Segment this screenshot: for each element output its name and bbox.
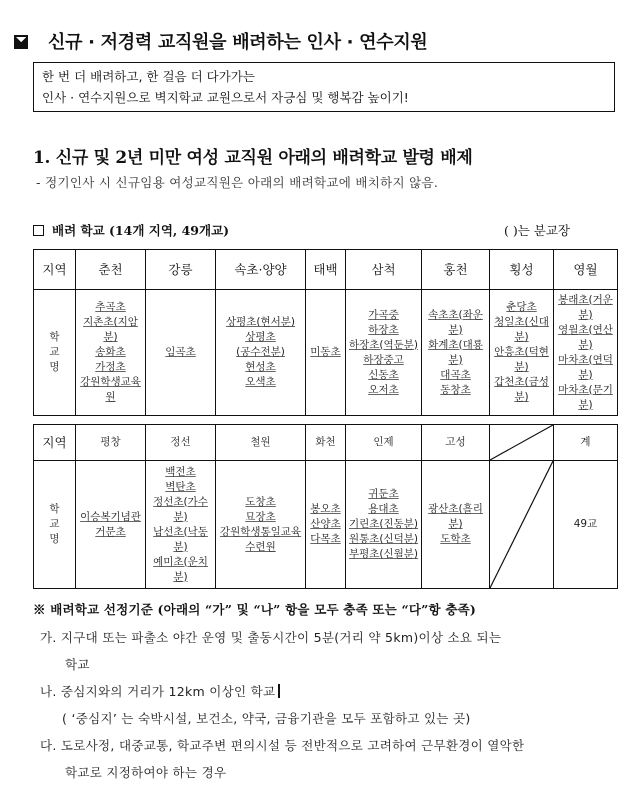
- region-label: 지역: [34, 425, 76, 461]
- school-name: 춘당초: [506, 301, 537, 313]
- table-title: 배려 학교 (14개 지역, 49개교): [33, 221, 229, 239]
- criteria-na: 나. 중심지와의 거리가 12km 이상인 학교: [40, 682, 280, 700]
- criteria-da: 다. 도로사정, 대중교통, 학교주변 편의시설 등 전반적으로 고려하여 근무환경이 열악한: [40, 738, 525, 753]
- schools-row-bottom: [34, 461, 618, 589]
- school-name: 봉오초: [310, 503, 341, 515]
- region-name: 인제: [346, 425, 422, 461]
- school-name: 오색초: [245, 376, 276, 388]
- school-list: [422, 290, 490, 416]
- school-name: 거문초: [95, 525, 126, 538]
- region-name: 홍천: [422, 250, 490, 290]
- schools-row-top: [34, 290, 618, 416]
- school-name: 정선초(가수분): [153, 495, 208, 523]
- region-name: 강릉: [146, 250, 216, 290]
- school-name: 상평초: [245, 331, 276, 343]
- school-name: 신동초: [368, 368, 399, 381]
- school-name: 안흥초(덕현분): [494, 346, 549, 373]
- school-name: 지촌초(지암분): [83, 316, 138, 343]
- region-label: 지역: [34, 250, 76, 290]
- empty-cell: [490, 425, 554, 461]
- empty-cell: [490, 461, 554, 589]
- total-label: 계: [554, 425, 618, 461]
- square-bullet-icon: [14, 35, 28, 49]
- school-name: 현성초: [245, 361, 276, 373]
- checkbox-icon: [33, 225, 44, 236]
- header-row-top: [34, 250, 618, 290]
- criteria-da-cont: 학교로 지정하여야 하는 경우: [65, 765, 227, 780]
- school-name: 대곡초: [440, 368, 471, 381]
- school-name: 남선초(낙동분): [153, 525, 208, 553]
- school-list: [76, 461, 146, 589]
- section-heading: 1. 신규 및 2년 미만 여성 교직원 아래의 배려학교 발령 배제: [33, 148, 473, 168]
- school-name: 청일초(신대분): [494, 316, 549, 343]
- school-name: 봉래초(거운분): [558, 293, 613, 321]
- region-name: 횡성: [490, 250, 554, 290]
- intro-line-1: 한 번 더 배려하고, 한 걸음 더 다가가는: [42, 69, 255, 84]
- school-name: 임곡초: [165, 346, 196, 358]
- branch-note: ( )는 분교장: [504, 223, 571, 238]
- text-cursor: [278, 684, 280, 698]
- school-name: 송화초: [95, 346, 126, 358]
- school-list: [490, 290, 554, 416]
- criteria-ga: 가. 지구대 또는 파출소 야간 운영 및 출동시간이 5분(거리 약 5km)이상 소요 되는: [40, 630, 502, 645]
- region-name: 정선: [146, 425, 216, 461]
- school-list: [346, 290, 422, 416]
- school-list: [346, 461, 422, 589]
- school-name: 예미초(운치분): [153, 555, 208, 583]
- school-list: [76, 290, 146, 416]
- region-name: 고성: [422, 425, 490, 461]
- school-name: 부평초(신월분): [348, 548, 419, 560]
- school-name: 하장초: [368, 323, 399, 336]
- school-list: [216, 290, 306, 416]
- school-name: 마차초(문기분): [558, 383, 613, 411]
- criteria-title: ※ 배려학교 선정기준 (아래의 “가” 및 “나” 항을 모두 충족 또는 “다”항 충족): [33, 602, 477, 617]
- school-name: 미동초: [310, 346, 341, 358]
- schools-table: [33, 249, 618, 589]
- school-name: 이승복기념관: [80, 510, 141, 523]
- school-list: [146, 290, 216, 416]
- school-name: 묘장초: [245, 510, 276, 523]
- total-value: 49교: [554, 461, 618, 589]
- schools-label: 학 교 명: [34, 290, 76, 416]
- school-list: [306, 461, 346, 589]
- school-name: 추곡초: [95, 301, 126, 313]
- school-name: 다목초: [310, 533, 341, 545]
- school-list: [554, 290, 618, 416]
- region-name: 태백: [306, 250, 346, 290]
- school-name: 화계초(대룡분): [428, 338, 483, 366]
- school-name: 강원학생통일교육수련원: [219, 525, 302, 553]
- header-row-bottom: [34, 425, 618, 461]
- criteria-ga-cont: 학교: [65, 657, 90, 672]
- region-name: 평창: [76, 425, 146, 461]
- school-name: 속초초(좌운분): [428, 308, 483, 336]
- school-list: [216, 461, 306, 589]
- school-name: 갑천초(금성분): [494, 376, 549, 403]
- school-list: [146, 461, 216, 589]
- school-name: 하장초(역둔분): [348, 338, 419, 351]
- school-name: 가곡중: [368, 308, 399, 321]
- region-name: 화천: [306, 425, 346, 461]
- region-name: 춘천: [76, 250, 146, 290]
- school-name: 하장중고: [363, 353, 404, 366]
- region-name: 철원: [216, 425, 306, 461]
- region-name: 영월: [554, 250, 618, 290]
- region-name: 속초·양양: [216, 250, 306, 290]
- region-name: 삼척: [346, 250, 422, 290]
- school-name: 마차초(연덕분): [558, 353, 613, 381]
- school-name: 기린초(진동분): [348, 518, 419, 530]
- intro-box: [33, 62, 615, 112]
- school-name: 강원학생교육원: [80, 376, 141, 403]
- school-name: 영월초(연산분): [558, 323, 613, 351]
- school-name: 도학초: [440, 533, 471, 545]
- school-list: [422, 461, 490, 589]
- school-name: 용대초: [368, 503, 399, 515]
- school-name: 도창초: [245, 495, 276, 508]
- school-name: 광산초(흘리분): [428, 503, 483, 530]
- schools-label: 학 교 명: [34, 461, 76, 589]
- school-name: 동창초: [440, 383, 471, 396]
- school-name: 원통초(신덕분): [348, 533, 419, 545]
- school-name: 귀둔초: [368, 488, 399, 500]
- school-name: 가정초: [95, 361, 126, 373]
- school-name: 상평초(현서분): [225, 316, 296, 328]
- section-note: - 정기인사 시 신규임용 여성교직원은 아래의 배려학교에 배치하지 않음.: [36, 175, 439, 190]
- school-name: 오저초: [368, 383, 399, 396]
- school-name: 벽탄초: [165, 480, 196, 493]
- intro-line-2: 인사 · 연수지원으로 벽지학교 교원으로서 자긍심 및 행복감 높이기!: [42, 90, 409, 105]
- criteria-na-note: ( ‘중심지’ 는 숙박시설, 보건소, 약국, 금융기관을 모두 포함하고 있는 곳): [62, 711, 471, 726]
- school-name: 백전초: [165, 465, 196, 478]
- school-list: [306, 290, 346, 416]
- school-name: 산양초: [310, 518, 341, 530]
- row-gap: [34, 416, 618, 425]
- school-name: (공수전분): [236, 346, 285, 358]
- page-title: 신규 · 저경력 교직원을 배려하는 인사 · 연수지원: [14, 28, 428, 54]
